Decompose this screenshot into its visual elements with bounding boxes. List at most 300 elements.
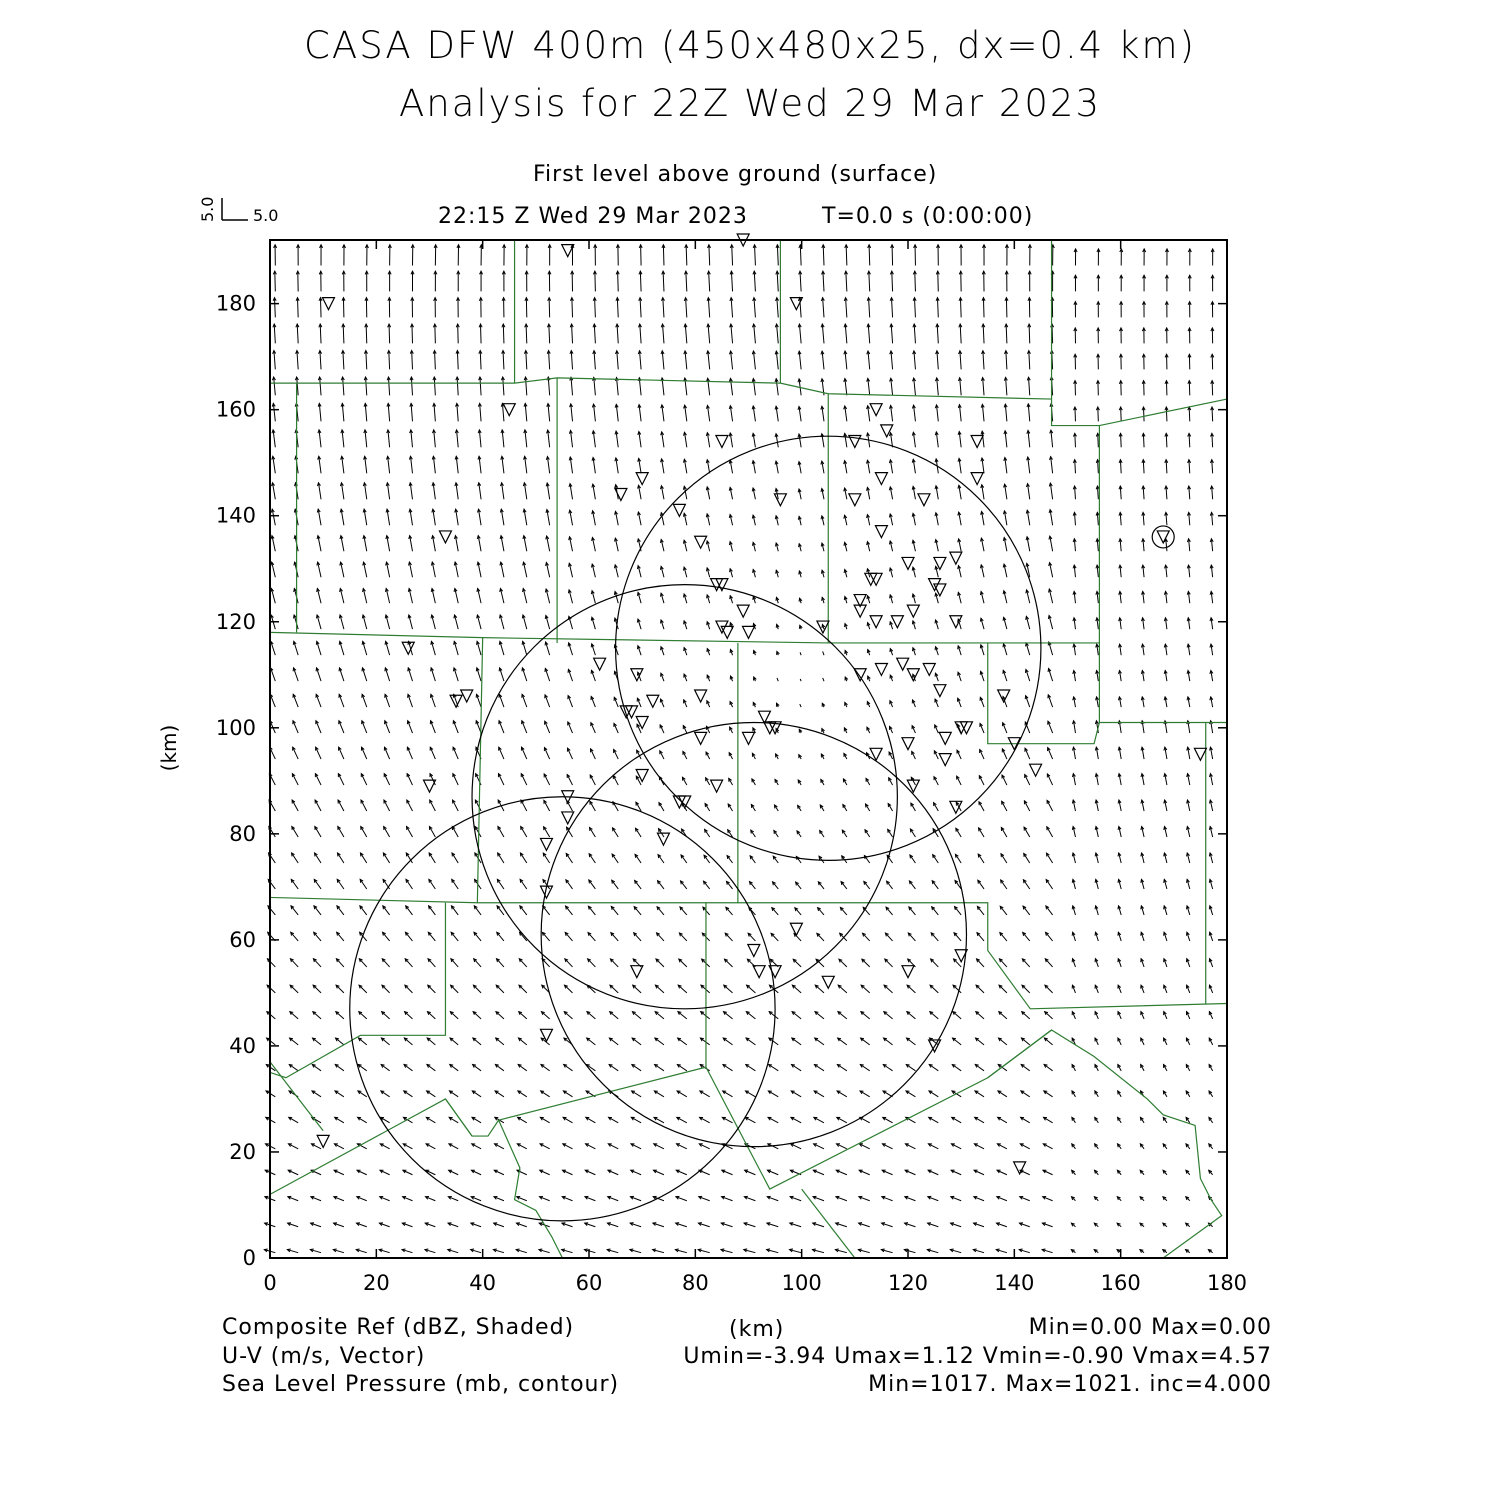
wind-vector	[434, 377, 435, 395]
wind-vector	[594, 324, 595, 343]
wind-vector	[291, 932, 298, 941]
wind-vector	[314, 879, 321, 889]
wind-vector	[907, 985, 915, 993]
station-marker	[902, 557, 914, 569]
station-marker	[939, 732, 951, 744]
wind-vector	[724, 985, 733, 993]
wind-vector	[977, 906, 984, 915]
x-tick-label: 140	[994, 1271, 1035, 1295]
wind-vector	[983, 298, 984, 318]
wind-vector	[618, 271, 619, 291]
wind-vector	[884, 985, 892, 993]
wind-vector	[794, 933, 801, 940]
wind-vector	[549, 298, 550, 318]
wind-vector	[915, 271, 916, 291]
y-tick-label: 100	[215, 715, 256, 740]
x-tick-label: 0	[263, 1271, 277, 1295]
wind-vector	[1212, 407, 1213, 421]
station-marker	[594, 658, 606, 670]
county-boundaries	[270, 240, 1227, 1258]
wind-vector	[451, 906, 458, 915]
y-tick-label: 60	[229, 927, 256, 952]
wind-vector	[595, 271, 596, 291]
wind-vector	[389, 351, 390, 370]
legend-reflectivity-range: Min=0.00 Max=0.00	[1028, 1315, 1272, 1340]
wind-vector	[709, 245, 710, 266]
wind-vector	[358, 1038, 366, 1045]
wind-vector	[609, 1038, 618, 1045]
wind-vector	[891, 298, 892, 318]
wind-vector	[290, 985, 298, 993]
wind-vector	[1023, 932, 1030, 940]
wind-vector	[838, 1038, 847, 1045]
wind-vector	[815, 1012, 824, 1019]
wind-vector	[777, 678, 778, 681]
wind-vector	[839, 959, 847, 967]
wind-vector	[1006, 324, 1007, 343]
wind-vector	[337, 879, 344, 889]
wind-vector	[473, 1038, 481, 1045]
wind-vector	[885, 959, 893, 967]
station-marker	[950, 552, 962, 564]
wind-vector	[429, 906, 436, 915]
station-marker	[875, 526, 887, 538]
wind-vector	[679, 933, 686, 941]
wind-vector	[314, 932, 321, 941]
wind-vector	[1022, 985, 1030, 993]
wind-vector	[747, 985, 756, 993]
y-tick-label: 0	[242, 1246, 256, 1270]
station-marker	[631, 669, 643, 681]
wind-vector	[520, 906, 527, 915]
wind-vector	[954, 933, 961, 941]
x-tick-label: 60	[575, 1271, 603, 1295]
wind-vector	[999, 985, 1007, 993]
wind-vector	[838, 1012, 847, 1019]
wind-vector	[1045, 959, 1052, 967]
wind-vector	[1046, 906, 1053, 915]
wind-vector	[275, 271, 276, 291]
wind-vector	[549, 351, 550, 370]
county-line	[1052, 399, 1227, 426]
station-marker	[1030, 764, 1042, 776]
wind-vector	[1000, 906, 1007, 915]
wind-vector	[680, 907, 687, 915]
axis-ticks	[270, 240, 1227, 1258]
station-marker	[870, 404, 882, 416]
wind-vector	[612, 880, 619, 889]
x-tick-label: 40	[469, 1271, 497, 1295]
wind-vector	[611, 933, 618, 941]
station-marker	[317, 1135, 329, 1147]
wind-vector	[769, 1012, 778, 1019]
wind-vector	[861, 985, 870, 993]
station-marker	[934, 685, 946, 697]
wind-vector	[315, 853, 322, 863]
wind-vector	[1098, 433, 1099, 447]
wind-vector	[792, 1038, 801, 1045]
wind-vector	[474, 932, 481, 941]
wind-vector	[457, 351, 458, 370]
station-marker	[695, 732, 707, 744]
wind-vector	[320, 324, 321, 343]
wind-vector	[678, 985, 687, 993]
wind-vector	[519, 959, 527, 967]
station-marker	[695, 690, 707, 702]
wind-vector	[297, 298, 298, 318]
wind-vector	[960, 324, 961, 343]
wind-vector	[663, 245, 664, 266]
station-marker	[322, 298, 334, 310]
wind-vector	[389, 324, 390, 343]
wind-vector	[1023, 906, 1030, 915]
wind-vector	[1046, 880, 1052, 889]
plot-frame	[270, 240, 1227, 1258]
station-marker	[918, 494, 930, 506]
wind-vector	[406, 879, 412, 889]
wind-vector	[726, 907, 733, 915]
legend-pressure-range: Min=1017. Max=1021. inc=4.000	[868, 1372, 1272, 1397]
wind-vector	[451, 932, 458, 941]
county-line	[499, 1120, 563, 1258]
station-marker	[748, 944, 760, 956]
wind-vector	[496, 1012, 504, 1019]
wind-vector	[817, 933, 824, 941]
wind-vector	[1075, 407, 1076, 421]
wind-vector	[610, 1012, 619, 1019]
wind-vector	[519, 1012, 527, 1019]
station-marker	[743, 626, 755, 638]
wind-vector	[1045, 985, 1053, 993]
wind-vector	[937, 298, 938, 318]
wind-vector	[457, 377, 458, 395]
wind-vector	[519, 985, 527, 993]
wind-vector	[360, 879, 367, 889]
wind-vector	[405, 985, 413, 993]
wind-vector	[566, 906, 573, 915]
wind-vector	[930, 1012, 939, 1019]
wind-vector	[1044, 1038, 1052, 1045]
station-marker	[540, 838, 552, 850]
wind-vector	[746, 1012, 755, 1019]
station-marker	[737, 605, 749, 617]
wind-vector	[617, 324, 618, 343]
wind-vector	[937, 324, 938, 343]
wind-vector	[686, 298, 687, 318]
wind-vector	[588, 959, 596, 967]
wind-vector	[1121, 433, 1122, 447]
wind-vector	[701, 1012, 710, 1019]
station-marker	[695, 536, 707, 548]
wind-vector	[823, 651, 824, 655]
station-marker	[716, 435, 728, 447]
wind-vector	[473, 1012, 481, 1019]
wind-vector	[520, 879, 527, 889]
wind-vector	[976, 1012, 984, 1019]
wind-vector	[1006, 351, 1007, 370]
subtitle-elapsed: T=0.0 s (0:00:00)	[822, 204, 1034, 229]
wind-vector	[908, 933, 915, 941]
wind-vector	[983, 324, 984, 343]
wind-vector	[566, 880, 573, 889]
station-marker	[870, 616, 882, 628]
wind-vector	[800, 679, 801, 681]
wind-vector	[938, 271, 939, 291]
wind-vector	[360, 906, 367, 915]
wind-vector	[337, 853, 343, 863]
wind-vector	[297, 324, 298, 343]
wind-vector	[777, 245, 778, 266]
wind-vector	[411, 377, 412, 395]
wind-vector	[1000, 933, 1007, 941]
wind-vector	[503, 351, 504, 370]
wind-vector	[480, 324, 481, 343]
wind-vector	[975, 1038, 984, 1045]
wind-vector	[503, 324, 504, 343]
y-tick-label: 160	[215, 397, 256, 422]
wind-vector	[892, 271, 893, 291]
wind-vector	[520, 932, 527, 941]
wind-vector	[313, 985, 321, 993]
wind-vector	[564, 1012, 572, 1019]
wind-vector	[746, 1038, 755, 1045]
wind-vector	[496, 959, 503, 967]
wind-vector	[640, 271, 641, 291]
wind-vector	[290, 959, 298, 967]
wind-vector	[429, 879, 435, 889]
wind-vector	[382, 1012, 390, 1019]
wind-vector	[732, 245, 733, 266]
wind-vector	[709, 271, 710, 291]
wind-vector	[725, 933, 732, 941]
wind-vector	[1029, 324, 1030, 343]
wind-vector	[565, 959, 573, 967]
wind-vector	[907, 1038, 916, 1045]
wind-vector	[480, 377, 481, 395]
station-marker-circle	[1152, 526, 1174, 548]
wind-vector	[815, 985, 824, 993]
wind-vector	[549, 324, 550, 343]
title-line-2: Analysis for 22Z Wed 29 Mar 2023	[398, 82, 1102, 125]
wind-vector	[405, 959, 412, 967]
wind-vector	[884, 1012, 893, 1019]
wind-vector	[336, 985, 344, 993]
wind-vector	[1045, 1012, 1053, 1019]
wind-vector	[428, 985, 436, 993]
wind-vector	[862, 959, 870, 967]
station-marker	[439, 531, 451, 543]
station-marker	[939, 754, 951, 766]
wind-vector	[823, 245, 824, 266]
wind-vector	[686, 245, 687, 266]
wind-vector	[793, 959, 801, 967]
wind-vector	[976, 985, 984, 993]
station-marker	[902, 738, 914, 750]
wind-vector	[815, 1038, 824, 1045]
wind-vector	[359, 1012, 367, 1019]
wind-vector	[496, 985, 504, 993]
station-marker	[657, 833, 669, 845]
wind-vector	[320, 351, 321, 370]
radar-range-ring	[350, 797, 775, 1221]
wind-vector	[589, 880, 596, 889]
wind-vector	[412, 351, 413, 370]
station-marker	[891, 616, 903, 628]
wind-vector	[520, 853, 526, 863]
wind-vector	[480, 351, 481, 370]
wind-vector	[723, 1012, 732, 1019]
wind-vector	[473, 985, 481, 993]
wind-vector	[290, 1012, 298, 1019]
station-marker	[636, 473, 648, 485]
wind-vector	[405, 1012, 413, 1019]
station-marker	[971, 473, 983, 485]
station-marker	[923, 663, 935, 675]
wind-vector	[337, 932, 344, 941]
wind-vector	[427, 1012, 435, 1019]
wind-vector	[907, 1012, 916, 1019]
wind-vector	[320, 298, 321, 318]
wind-vector	[633, 985, 641, 993]
wind-vector	[723, 1038, 732, 1045]
wind-vector	[678, 1012, 687, 1019]
wind-vector	[861, 1012, 870, 1019]
county-line	[988, 1030, 1052, 1078]
wind-vector	[632, 1012, 641, 1019]
wind-vector	[655, 1012, 664, 1019]
wind-vector	[999, 1012, 1007, 1019]
wind-vector	[291, 879, 298, 889]
y-tick-label: 180	[215, 291, 256, 316]
wind-vector	[587, 1038, 596, 1045]
wind-vector	[343, 351, 344, 370]
station-marker	[461, 690, 473, 702]
wind-vector	[496, 1038, 504, 1045]
wind-vector	[428, 932, 435, 941]
wind-vector	[595, 298, 596, 318]
vector-key-u-label: 5.0	[253, 206, 279, 225]
vector-key-v-label: 5.0	[198, 196, 217, 222]
wind-vector	[313, 1012, 321, 1019]
wind-vector	[678, 1038, 687, 1045]
wind-vector	[663, 298, 664, 318]
wind-vector	[1212, 381, 1213, 396]
wind-vector	[474, 906, 481, 915]
wind-vector	[1189, 407, 1190, 421]
wind-vector	[792, 1012, 801, 1019]
wind-vector	[863, 933, 870, 941]
wind-vector	[869, 298, 870, 318]
wind-vector	[292, 853, 299, 863]
wind-vector	[572, 298, 573, 318]
station-marker	[743, 732, 755, 744]
y-tick-label: 120	[215, 609, 256, 634]
x-tick-label: 100	[781, 1271, 822, 1295]
wind-vector	[983, 351, 984, 370]
x-tick-label: 80	[681, 1271, 709, 1295]
county-line	[270, 903, 445, 1078]
wind-vector	[1098, 407, 1099, 421]
wind-vector	[977, 959, 985, 967]
wind-vector	[998, 1038, 1006, 1045]
station-marker	[971, 435, 983, 447]
wind-vector	[1021, 1038, 1029, 1045]
wind-vector	[291, 906, 298, 915]
wind-vector	[572, 324, 573, 343]
county-line	[499, 1067, 706, 1120]
county-line	[270, 897, 1227, 1008]
station-markers	[317, 234, 1206, 1174]
wind-vector	[497, 932, 504, 941]
wind-vector	[382, 985, 390, 993]
wind-vector	[267, 985, 275, 993]
wind-vector	[435, 351, 436, 370]
wind-vector	[731, 271, 732, 291]
wind-vector	[565, 932, 572, 941]
wind-vector	[846, 271, 847, 291]
wind-vector	[526, 324, 527, 343]
station-marker	[562, 812, 574, 824]
wind-vector	[497, 879, 504, 889]
wind-vector	[914, 298, 915, 318]
wind-vector	[655, 1038, 664, 1045]
wind-vector	[700, 1038, 709, 1045]
wind-vector	[406, 906, 413, 915]
wind-vector	[869, 271, 870, 291]
wind-vector	[381, 1038, 389, 1045]
wind-vector	[838, 985, 847, 993]
wind-vector	[450, 1012, 458, 1019]
wind-vector	[518, 1038, 526, 1045]
wind-vector	[701, 985, 710, 993]
x-axis-label: (km)	[729, 1317, 785, 1342]
wind-vector	[777, 271, 778, 291]
wind-vector	[686, 271, 687, 291]
wind-vector	[451, 985, 459, 993]
wind-vector	[314, 906, 321, 915]
wind-vector	[724, 959, 732, 967]
wind-vector	[754, 271, 755, 291]
wind-vector	[869, 245, 870, 266]
wind-vector	[405, 932, 412, 941]
wind-vector	[1022, 1012, 1030, 1019]
subtitle-time: 22:15 Z Wed 29 Mar 2023	[438, 204, 748, 229]
station-marker	[822, 976, 834, 988]
legend-wind-range: Umin=-3.94 Umax=1.12 Vmin=-0.90 Vmax=4.57	[683, 1344, 1272, 1369]
wind-vector	[931, 959, 939, 967]
wind-vector	[960, 298, 961, 318]
wind-vector	[383, 879, 390, 889]
x-tick-label: 20	[362, 1271, 390, 1295]
wind-vector	[823, 271, 824, 291]
wind-vector	[366, 351, 367, 370]
wind-vector	[679, 959, 687, 967]
x-tick-label: 120	[887, 1271, 929, 1295]
station-marker	[790, 923, 802, 935]
x-tick-label: 160	[1100, 1271, 1141, 1295]
station-marker	[849, 494, 861, 506]
y-axis-label: (km)	[157, 724, 181, 772]
wind-vector	[359, 959, 366, 967]
y-tick-label: 140	[215, 503, 256, 528]
county-line	[270, 1099, 499, 1194]
x-tick-label: 180	[1206, 1271, 1248, 1295]
station-marker	[503, 404, 515, 416]
wind-vector	[999, 959, 1006, 967]
wind-vector	[748, 933, 755, 941]
wind-vector	[366, 324, 367, 343]
wind-vector	[292, 826, 298, 837]
